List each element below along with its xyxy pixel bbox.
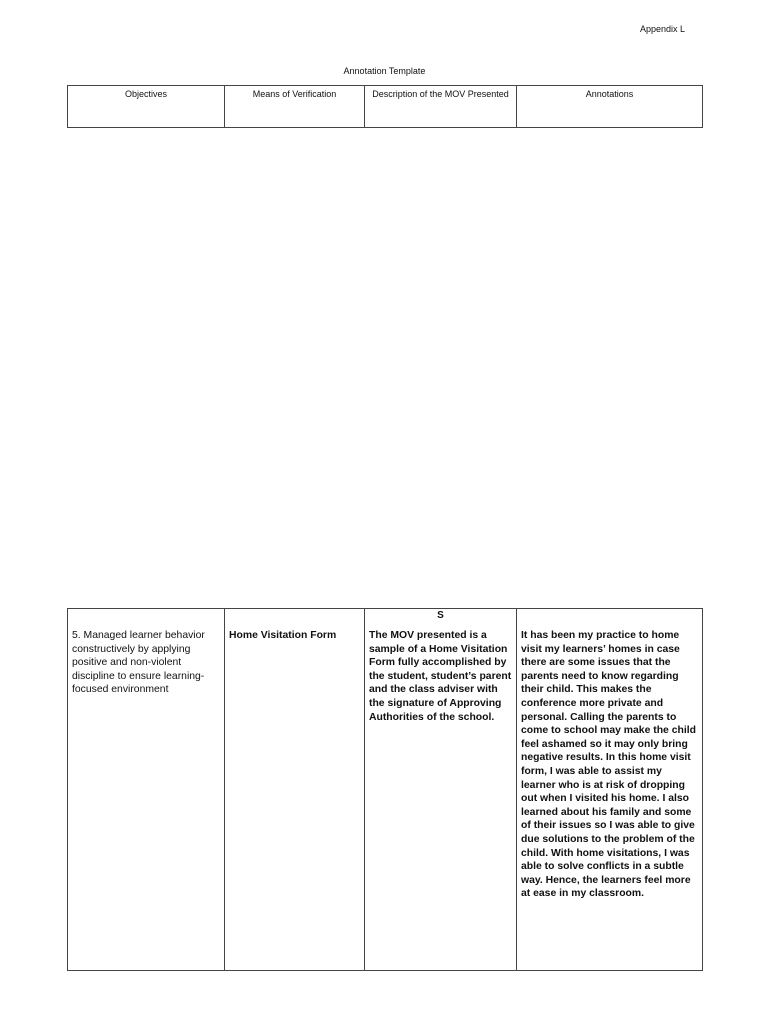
objective-cell bbox=[68, 609, 225, 971]
template-title: Annotation Template bbox=[343, 66, 426, 76]
header-description: Description of the MOV Presented bbox=[365, 86, 517, 128]
description-cell bbox=[365, 609, 517, 971]
appendix-label: Appendix L bbox=[640, 24, 686, 34]
header-objectives: Objectives bbox=[68, 86, 225, 128]
means-cell bbox=[225, 609, 365, 971]
table-row bbox=[68, 609, 703, 971]
header-means-of-verification: Means of Verification bbox=[225, 86, 365, 128]
annotation-cell bbox=[517, 609, 703, 971]
annotation-text: It has been my practice to home visit my learners’ homes in case there are some issues that the parents need to know regarding their child. This makes the conference more private and personal. Calling the parents to come to school may make the child feel ashamed so it may only bring negative results. In this home visit form, I was able to assist my learner who is at risk of dropping out when I visited his home. I also learned about his family and some of their issues so I was able to give due solutions to the problem of the child. With home visitations, I was able to solve conflicts in a subtle way. Hence, the learners feel more at ease in my classroom. bbox=[521, 630, 696, 900]
stray-mark: S bbox=[437, 610, 444, 621]
header-row bbox=[68, 86, 703, 128]
means-text: Home Visitation Form bbox=[229, 630, 337, 641]
objective-text: 5. Managed learner behavior constructively by applying positive and non-violent discipline to ensure learning-focused environment bbox=[72, 630, 205, 696]
header-annotations: Annotations bbox=[517, 86, 703, 128]
description-text: The MOV presented is a sample of a Home Visitation Form fully accomplished by the student, student’s parent and the class adviser with the signature of Approving Authorities of the school. bbox=[369, 630, 512, 723]
annotation-content-table bbox=[67, 608, 703, 971]
annotation-header-table bbox=[67, 85, 703, 128]
